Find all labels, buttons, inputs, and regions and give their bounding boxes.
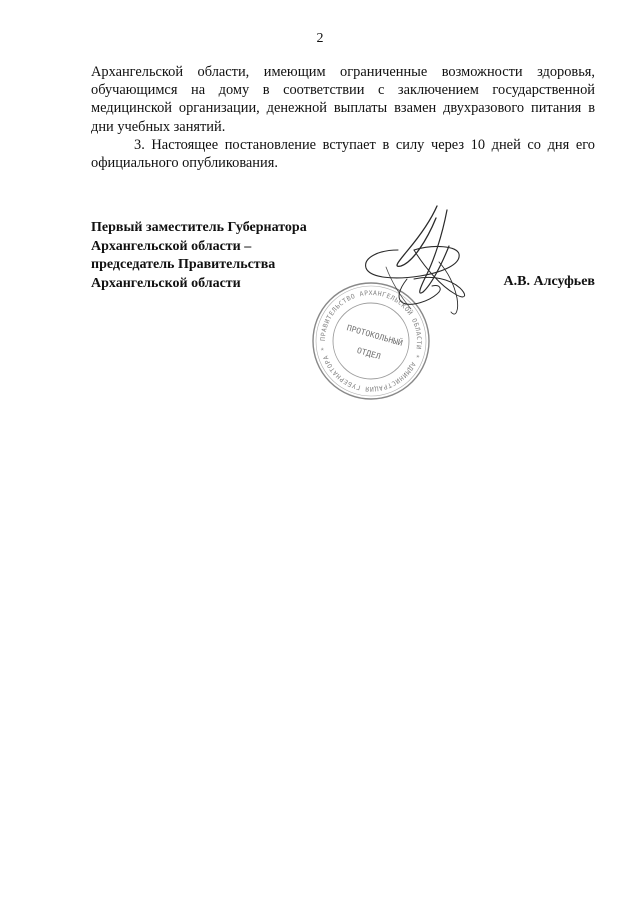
paragraph-continued: Архангельской области, имеющим ограниченные возможности здоровья, обучающимся на дому в соответствии с заключением государственной медицинской организации, денежной выплаты взамен двухразового питания в дни учебных занятий. [91, 64, 595, 135]
page-number: 2 [316, 31, 324, 46]
signatory-title-line: Архангельской области – [91, 238, 252, 254]
handwritten-signature [366, 206, 465, 314]
signatory-name: А.В. Алсуфьев [503, 274, 595, 289]
paragraph-3: 3. Настоящее постановление вступает в силу через 10 дней со дня его официального опубликования. [91, 136, 595, 172]
official-seal-stamp [313, 283, 429, 399]
signatory-title-line: Архангельской области [91, 275, 241, 291]
signatory-title-line: председатель Правительства [91, 257, 276, 272]
signatory-title [91, 219, 307, 293]
stamp-center-text: ПРОТОКОЛЬНЫЙ [345, 323, 404, 348]
decree-body-text [91, 63, 595, 172]
stamp-center-text: ОТДЕЛ [355, 345, 382, 362]
signatory-title-line: Первый заместитель Губернатора [91, 220, 307, 235]
stamp-ring-text: ПРАВИТЕЛЬСТВО АРХАНГЕЛЬСКОЙ ОБЛАСТИ * АДМИНИСТРАЦИЯ ГУБЕРНАТОРА * [318, 288, 424, 394]
